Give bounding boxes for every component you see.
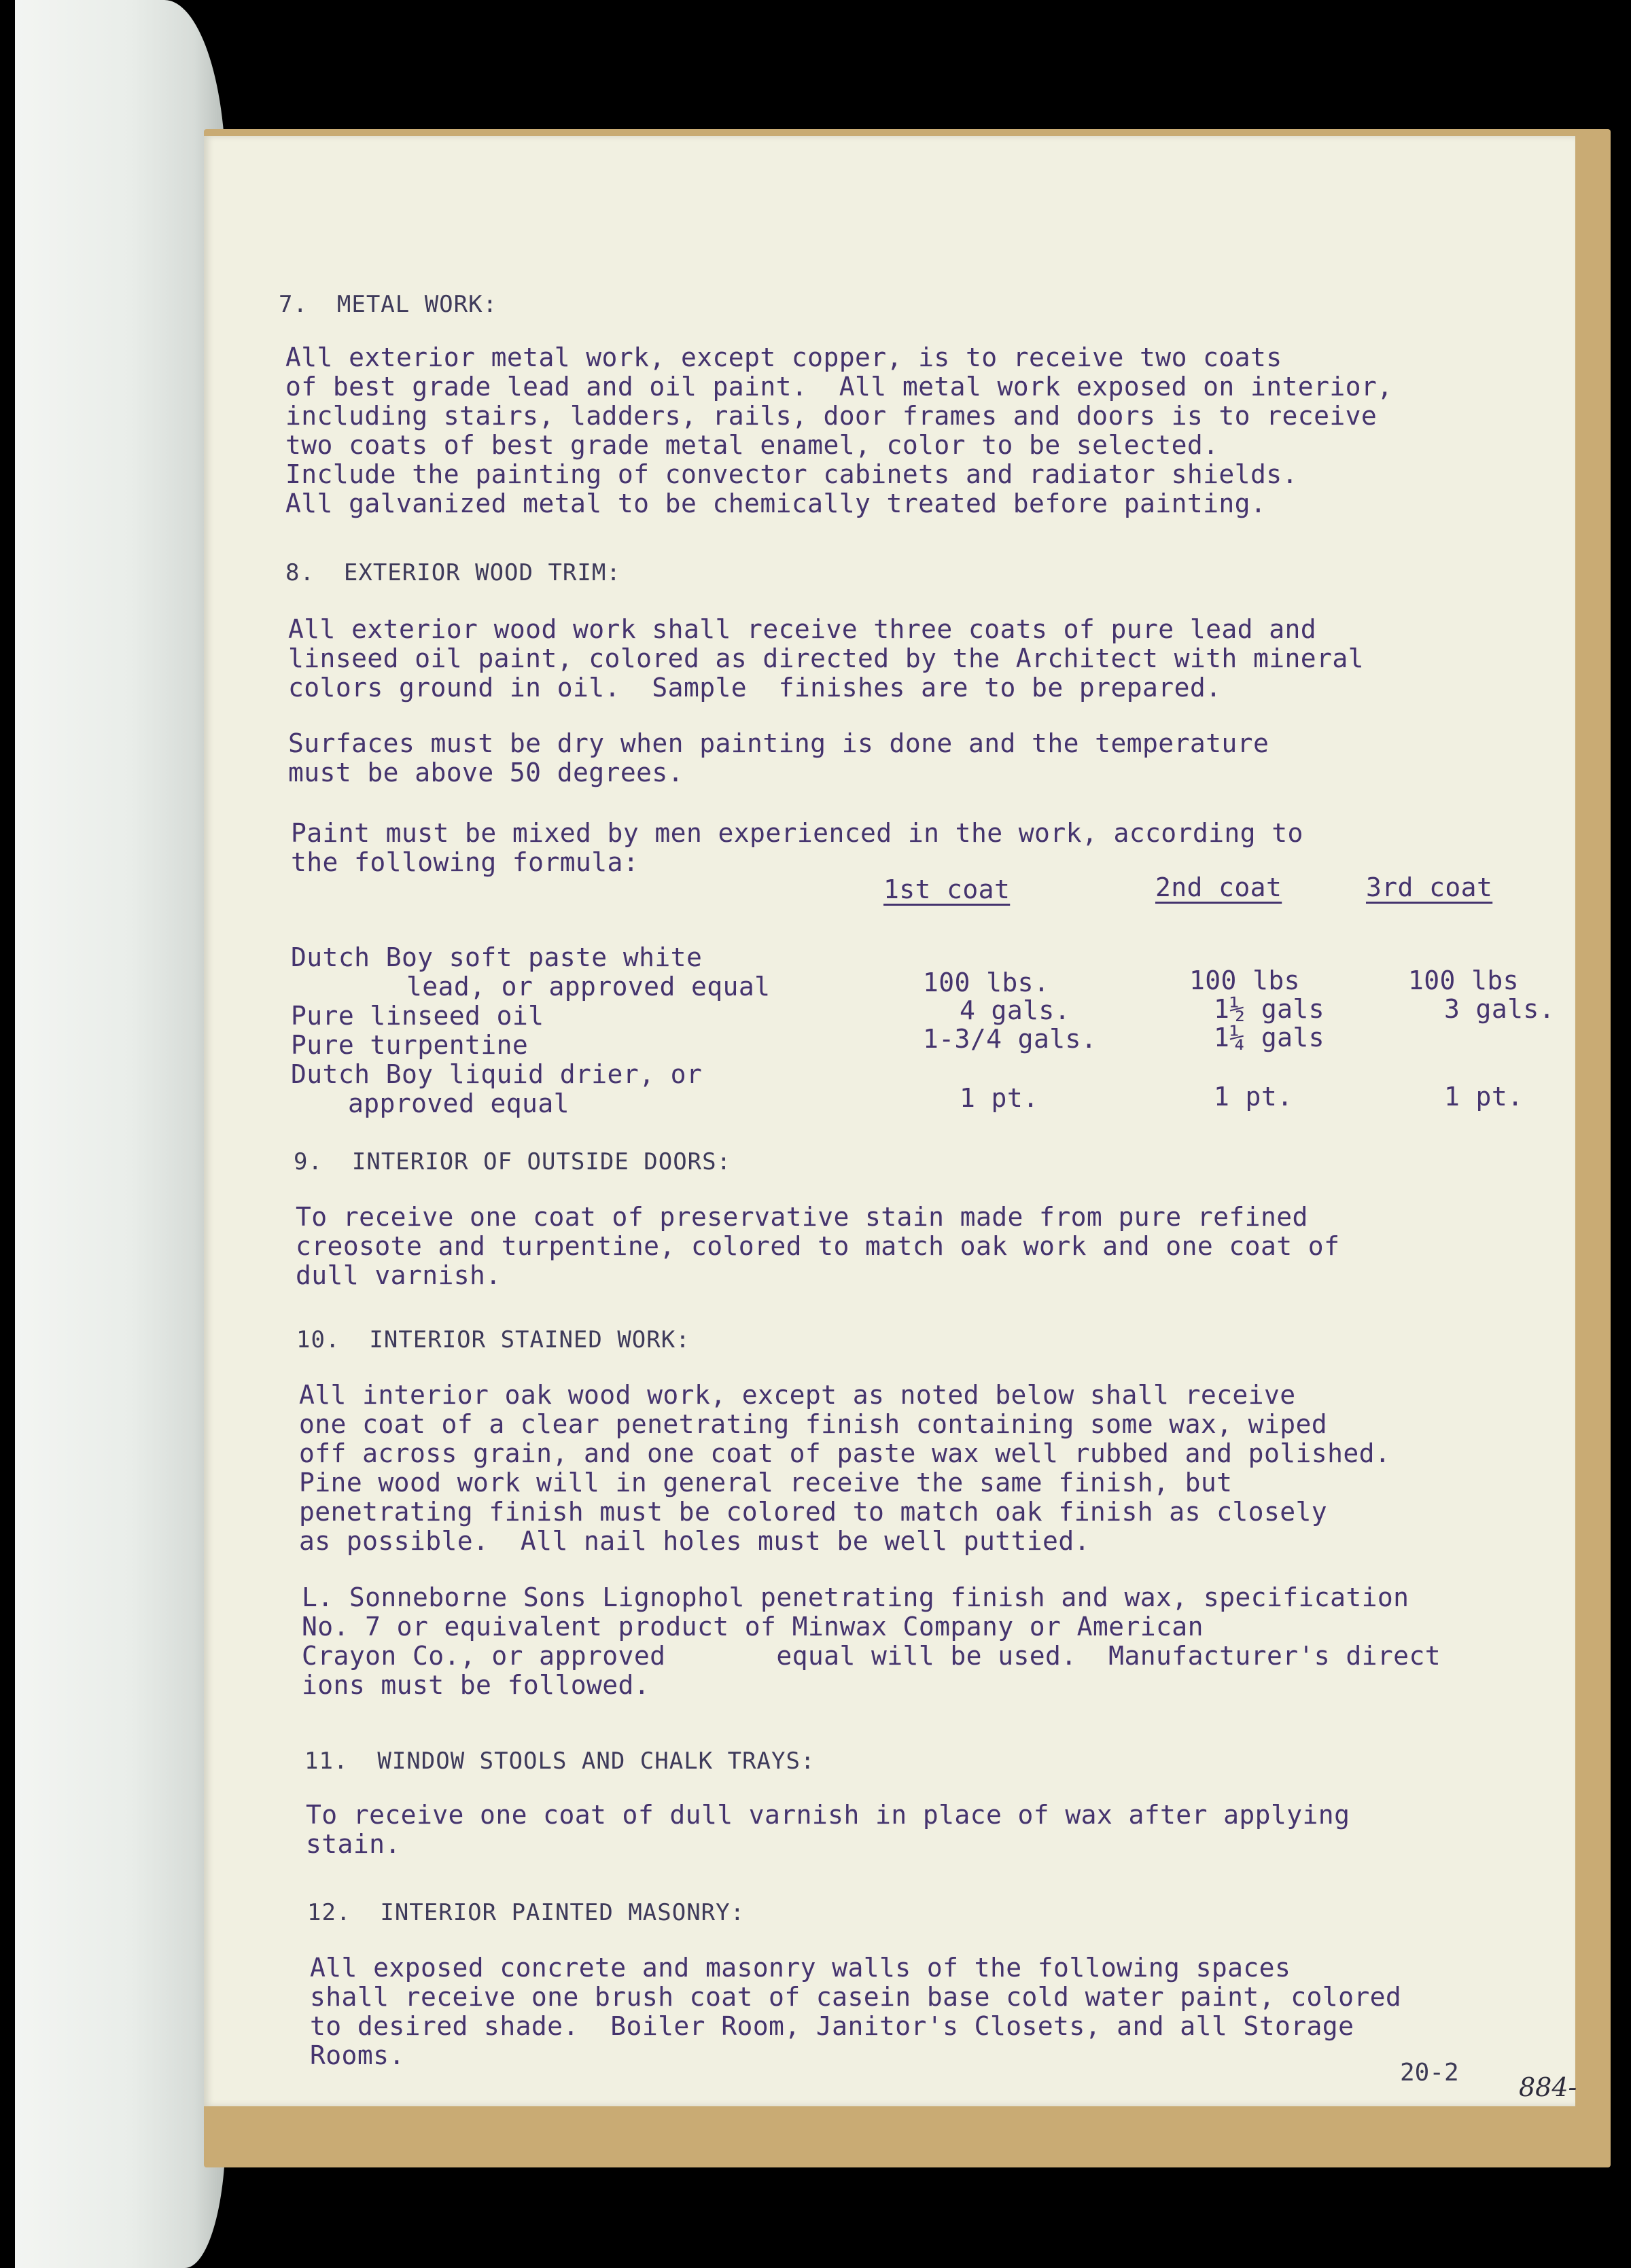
section-10-line: off across grain, and one coat of paste wax well rubbed and polished.: [299, 1438, 1391, 1468]
formula-header-1st-coat: 1st coat: [883, 874, 1011, 904]
formula-item: approved equal: [348, 1088, 569, 1118]
formula-item: lead, or approved equal: [406, 972, 771, 1002]
formula-cell: 1½ gals: [1214, 994, 1325, 1024]
formula-cell: 4 gals.: [960, 995, 1070, 1025]
section-7-line: of best grade lead and oil paint. All metal work exposed on interior,: [285, 372, 1393, 402]
formula-cell: 1 pt.: [960, 1083, 1039, 1113]
section-10-line: one coat of a clear penetrating finish containing some wax, wiped: [299, 1409, 1328, 1439]
document-page: [204, 136, 1575, 2106]
section-12-line: All exposed concrete and masonry walls of the following spaces: [310, 1953, 1291, 1983]
section-8-line: the following formula:: [291, 847, 639, 877]
section-10-line: L. Sonneborne Sons Lignophol penetrating finish and wax, specification: [302, 1582, 1409, 1612]
section-9-heading: 9. INTERIOR OF OUTSIDE DOORS:: [294, 1148, 732, 1175]
formula-cell: 100 lbs.: [923, 968, 1050, 997]
section-8-line: linseed oil paint, colored as directed by the Architect with mineral: [288, 643, 1364, 673]
section-7-line: two coats of best grade metal enamel, color to be selected.: [285, 430, 1219, 460]
formula-cell: 100 lbs: [1189, 965, 1300, 995]
section-9-line: To receive one coat of preservative stain made from pure refined: [296, 1202, 1308, 1232]
page-number: 20-2: [1400, 2059, 1459, 2087]
formula-item: Pure turpentine: [291, 1030, 529, 1060]
formula-cell: 1 pt.: [1214, 1082, 1293, 1112]
section-9-line: dull varnish.: [296, 1260, 502, 1290]
section-10-line: penetrating finish must be colored to match oak finish as closely: [299, 1497, 1328, 1527]
formula-cell: 1 pt.: [1444, 1082, 1524, 1112]
section-7-line: including stairs, ladders, rails, door frames and doors is to receive: [285, 401, 1378, 431]
section-11-heading: 11. WINDOW STOOLS AND CHALK TRAYS:: [304, 1748, 816, 1775]
section-7-line: All galvanized metal to be chemically treated before painting.: [285, 489, 1267, 518]
section-10-line: ions must be followed.: [302, 1670, 650, 1700]
section-10-line: Crayon Co., or approved equal will be used. Manufacturer's direct: [302, 1641, 1441, 1671]
section-12-line: shall receive one brush coat of casein base cold water paint, colored: [310, 1982, 1402, 2012]
formula-cell: 1-3/4 gals.: [923, 1024, 1098, 1054]
section-7-line: All exterior metal work, except copper, is to receive two coats: [285, 342, 1282, 372]
formula-cell: 3 gals.: [1444, 994, 1555, 1024]
section-12-heading: 12. INTERIOR PAINTED MASONRY:: [307, 1899, 746, 1926]
section-10-line: as possible. All nail holes must be well puttied.: [299, 1526, 1090, 1556]
section-8-line: Paint must be mixed by men experienced in the work, according to: [291, 818, 1303, 848]
section-7-heading: 7. METAL WORK:: [279, 291, 498, 318]
formula-cell: 100 lbs: [1408, 965, 1519, 995]
handwritten-page-number: 884-: [1519, 2072, 1577, 2102]
section-12-line: to desired shade. Boiler Room, Janitor's Closets, and all Storage: [310, 2011, 1354, 2041]
section-8-line: Surfaces must be dry when painting is done and the temperature: [288, 728, 1269, 758]
section-10-line: No. 7 or equivalent product of Minwax Company or American: [302, 1612, 1204, 1642]
formula-header-3rd-coat: 3rd coat: [1366, 872, 1493, 902]
section-8-heading: 8. EXTERIOR WOOD TRIM:: [285, 559, 621, 586]
section-12-line: Rooms.: [310, 2040, 405, 2070]
section-7-line: Include the painting of convector cabinets and radiator shields.: [285, 459, 1298, 489]
formula-item: Dutch Boy soft paste white: [291, 942, 703, 972]
section-10-heading: 10. INTERIOR STAINED WORK:: [296, 1326, 690, 1353]
section-8-line: All exterior wood work shall receive three coats of pure lead and: [288, 614, 1317, 644]
left-page: [15, 0, 226, 2268]
section-10-line: Pine wood work will in general receive the same finish, but: [299, 1468, 1233, 1498]
formula-cell: 1¼ gals: [1214, 1023, 1325, 1052]
section-9-line: creosote and turpentine, colored to match oak work and one coat of: [296, 1231, 1340, 1261]
section-8-line: must be above 50 degrees.: [288, 758, 684, 787]
section-11-line: stain.: [306, 1829, 401, 1859]
section-8-line: colors ground in oil. Sample finishes are to be prepared.: [288, 673, 1222, 703]
formula-item: Dutch Boy liquid drier, or: [291, 1059, 703, 1089]
section-11-line: To receive one coat of dull varnish in place of wax after applying: [306, 1800, 1350, 1830]
formula-header-2nd-coat: 2nd coat: [1155, 872, 1282, 902]
section-10-line: All interior oak wood work, except as noted below shall receive: [299, 1380, 1296, 1410]
formula-item: Pure linseed oil: [291, 1001, 544, 1031]
